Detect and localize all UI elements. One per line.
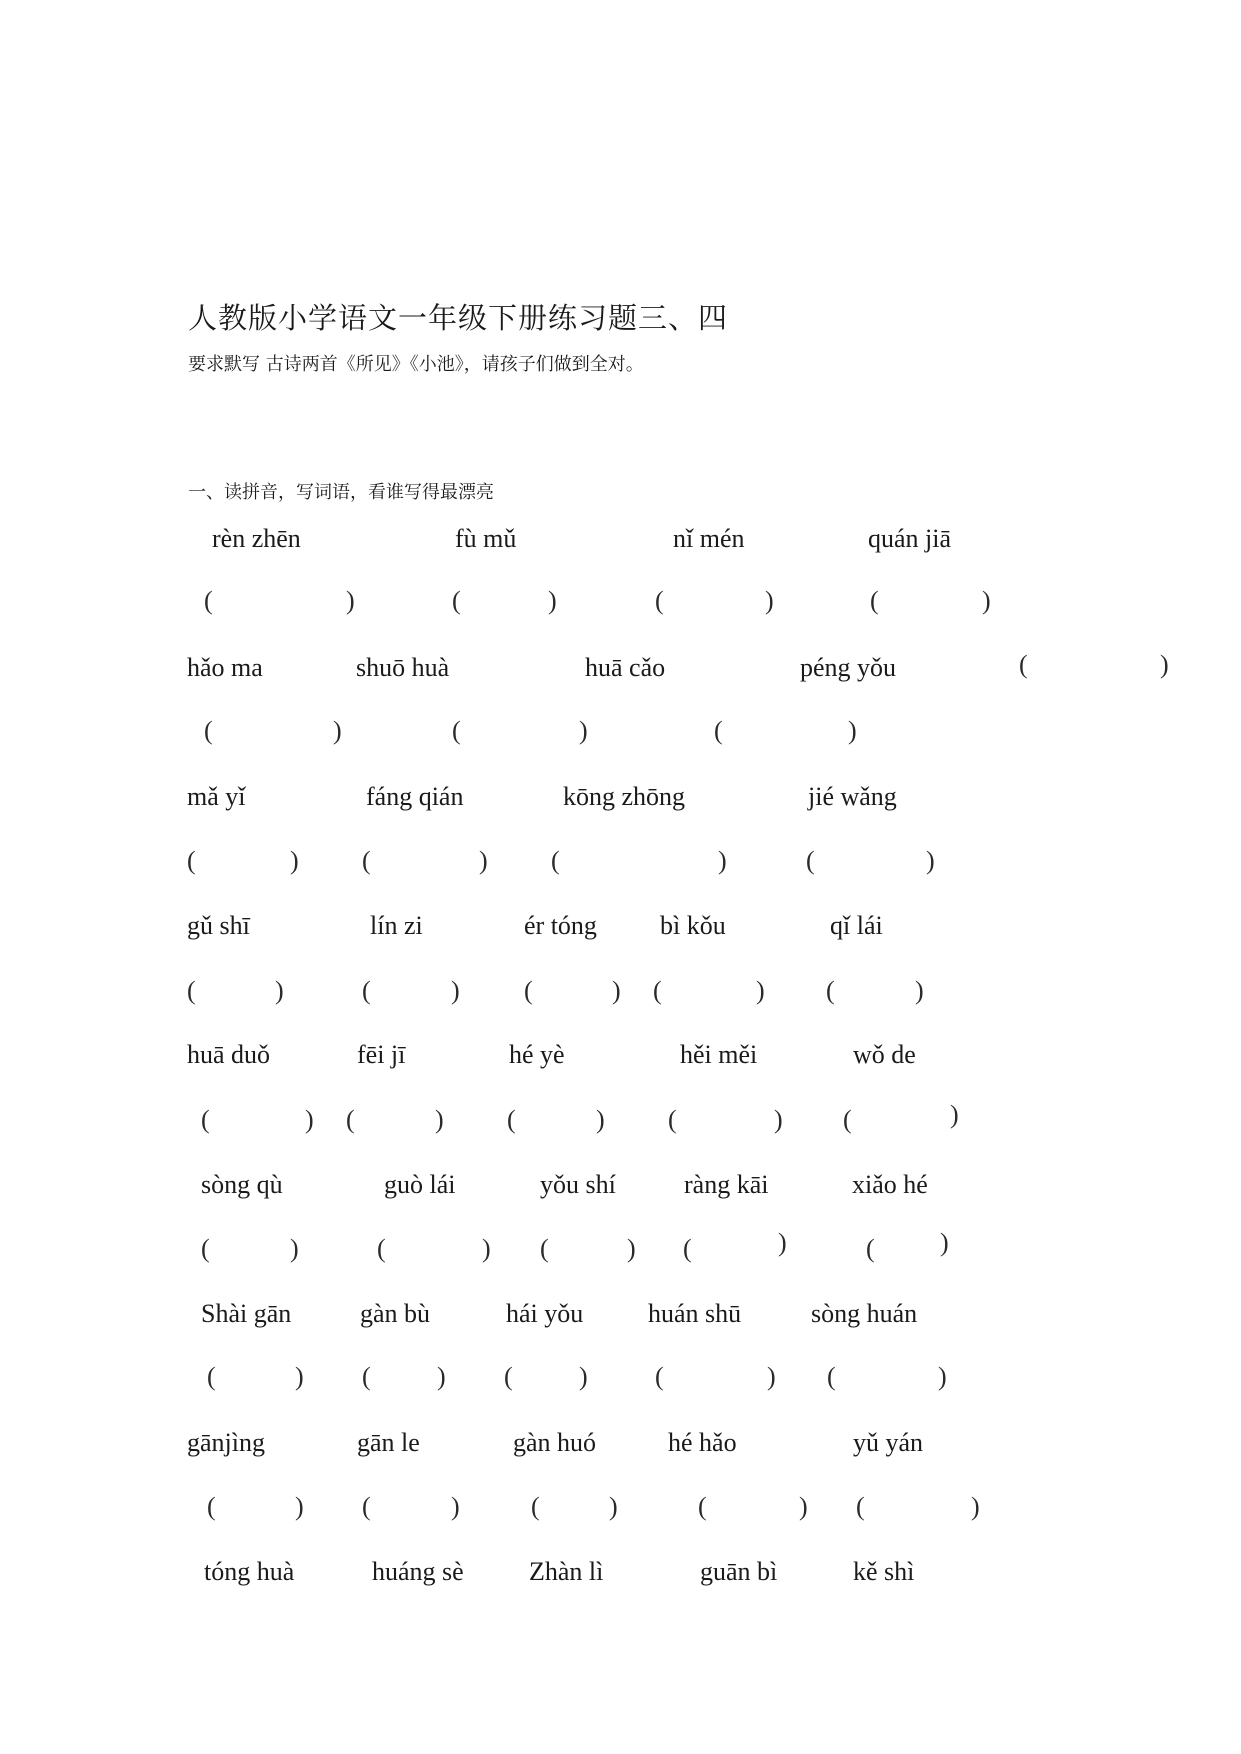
paren-close: ) xyxy=(765,586,774,615)
paren-close: ) xyxy=(290,846,299,875)
paren-close: ) xyxy=(767,1362,776,1391)
pinyin-word: gàn bù xyxy=(360,1299,431,1328)
pinyin-word: gānjìng xyxy=(187,1428,265,1457)
answer-blank[interactable] xyxy=(374,978,448,1008)
paren-open: ( xyxy=(207,1492,216,1521)
paren-close: ) xyxy=(1160,650,1169,679)
answer-blank[interactable] xyxy=(213,1236,285,1266)
paren-close: ) xyxy=(295,1362,304,1391)
paren-close: ) xyxy=(482,1234,491,1263)
paren-close: ) xyxy=(938,1362,947,1391)
answer-blank[interactable] xyxy=(563,848,715,878)
paren-open: ( xyxy=(698,1492,707,1521)
paren-open: ( xyxy=(362,1492,371,1521)
answer-blank[interactable] xyxy=(818,848,922,878)
paren-open: ( xyxy=(843,1105,852,1134)
pinyin-word: quán jiā xyxy=(868,524,952,553)
paren-open: ( xyxy=(653,976,662,1005)
paren-close: ) xyxy=(950,1100,959,1129)
pinyin-word: jié wǎng xyxy=(808,782,897,811)
answer-blank[interactable] xyxy=(374,848,476,878)
paren-close: ) xyxy=(612,976,621,1005)
paren-open: ( xyxy=(187,846,196,875)
answer-blank[interactable] xyxy=(665,978,753,1008)
paren-close: ) xyxy=(333,716,342,745)
pinyin-word: hái yǒu xyxy=(506,1299,584,1328)
answer-blank[interactable] xyxy=(199,848,287,878)
page-subtitle: 要求默写 古诗两首《所见》《小池》，请孩子们做到全对。 xyxy=(188,354,644,375)
paren-close: ) xyxy=(926,846,935,875)
paren-open: ( xyxy=(683,1234,692,1263)
pinyin-word: tóng huà xyxy=(204,1557,295,1586)
answer-blank[interactable] xyxy=(374,1494,448,1524)
paren-open: ( xyxy=(806,846,815,875)
pinyin-word: shuō huà xyxy=(356,653,450,682)
pinyin-word: ér tóng xyxy=(524,911,597,940)
answer-blank[interactable] xyxy=(710,1494,796,1524)
paren-open: ( xyxy=(452,716,461,745)
paren-open: ( xyxy=(504,1362,513,1391)
paren-open: ( xyxy=(204,716,213,745)
answer-blank[interactable] xyxy=(536,978,608,1008)
paren-open: ( xyxy=(655,586,664,615)
pinyin-word: hé hǎo xyxy=(668,1428,737,1457)
paren-close: ) xyxy=(596,1105,605,1134)
paren-close: ) xyxy=(774,1105,783,1134)
answer-blank[interactable] xyxy=(855,1107,957,1137)
pinyin-word: gān le xyxy=(357,1428,420,1457)
paren-close: ) xyxy=(627,1234,636,1263)
answer-blank[interactable] xyxy=(667,588,761,618)
answer-blank[interactable] xyxy=(868,1494,968,1524)
paren-close: ) xyxy=(609,1492,618,1521)
pinyin-word: yǔ yán xyxy=(853,1428,924,1457)
paren-close: ) xyxy=(971,1492,980,1521)
answer-blank[interactable] xyxy=(358,1107,432,1137)
paren-close: ) xyxy=(579,1362,588,1391)
answer-blank[interactable] xyxy=(464,588,544,618)
paren-close: ) xyxy=(305,1105,314,1134)
paren-close: ) xyxy=(295,1492,304,1521)
answer-blank[interactable] xyxy=(838,978,912,1008)
paren-open: ( xyxy=(507,1105,516,1134)
pinyin-word: gàn huó xyxy=(513,1428,597,1457)
paren-open: ( xyxy=(346,1105,355,1134)
paren-open: ( xyxy=(204,586,213,615)
paren-open: ( xyxy=(870,586,879,615)
pinyin-word: Zhàn lì xyxy=(529,1557,604,1586)
pinyin-word: guān bì xyxy=(700,1557,778,1586)
paren-open: ( xyxy=(827,1362,836,1391)
pinyin-word: sòng qù xyxy=(201,1170,283,1199)
answer-blank[interactable] xyxy=(219,1494,291,1524)
paren-close: ) xyxy=(718,846,727,875)
answer-blank[interactable] xyxy=(543,1494,605,1524)
answer-blank[interactable] xyxy=(878,1236,936,1266)
paren-close: ) xyxy=(940,1228,949,1257)
pinyin-word: huáng sè xyxy=(372,1557,464,1586)
pinyin-word: hé yè xyxy=(509,1040,565,1069)
paren-open: ( xyxy=(377,1234,386,1263)
pinyin-word: fēi jī xyxy=(357,1040,406,1069)
pinyin-word: huán shū xyxy=(648,1299,742,1328)
paren-close: ) xyxy=(346,586,355,615)
paren-close: ) xyxy=(290,1234,299,1263)
paren-open: ( xyxy=(201,1234,210,1263)
paren-close: ) xyxy=(799,1492,808,1521)
answer-blank[interactable] xyxy=(726,718,844,748)
paren-close: ) xyxy=(982,586,991,615)
paren-open: ( xyxy=(655,1362,664,1391)
pinyin-word: fáng qián xyxy=(366,782,464,811)
pinyin-word: rèn zhēn xyxy=(212,524,301,553)
pinyin-word: kě shì xyxy=(853,1557,915,1586)
paren-close: ) xyxy=(848,716,857,745)
answer-blank[interactable] xyxy=(667,1364,763,1394)
paren-close: ) xyxy=(479,846,488,875)
pinyin-word: bì kǒu xyxy=(660,911,726,940)
pinyin-word: hǎo ma xyxy=(187,653,263,682)
paren-open: ( xyxy=(714,716,723,745)
answer-blank[interactable] xyxy=(516,1364,576,1394)
paren-close: ) xyxy=(756,976,765,1005)
page-title: 人教版小学语文一年级下册练习题三、四 xyxy=(188,301,729,335)
pinyin-word: wǒ de xyxy=(853,1040,916,1069)
answer-blank[interactable] xyxy=(219,1364,291,1394)
answer-blank[interactable] xyxy=(213,1107,301,1137)
answer-blank[interactable] xyxy=(680,1107,770,1137)
paren-open: ( xyxy=(531,1492,540,1521)
pinyin-word: sòng huán xyxy=(811,1299,918,1328)
paren-open: ( xyxy=(187,976,196,1005)
pinyin-word: fù mǔ xyxy=(455,524,517,553)
paren-open: ( xyxy=(856,1492,865,1521)
pinyin-word: kōng zhōng xyxy=(563,782,686,811)
pinyin-word: xiǎo hé xyxy=(852,1170,928,1199)
pinyin-word: lín zi xyxy=(370,911,423,940)
pinyin-word: péng yǒu xyxy=(800,653,897,682)
pinyin-word: gǔ shī xyxy=(187,911,250,940)
paren-close: ) xyxy=(275,976,284,1005)
paren-close: ) xyxy=(548,586,557,615)
paren-open: ( xyxy=(452,586,461,615)
paren-close: ) xyxy=(915,976,924,1005)
answer-blank[interactable] xyxy=(389,1236,479,1266)
paren-close: ) xyxy=(579,716,588,745)
pinyin-word: huā duǒ xyxy=(187,1040,271,1069)
answer-blank[interactable] xyxy=(519,1107,593,1137)
pinyin-word: nǐ mén xyxy=(673,524,745,553)
paren-open: ( xyxy=(362,1362,371,1391)
paren-open: ( xyxy=(668,1105,677,1134)
answer-blank[interactable] xyxy=(839,1364,935,1394)
pinyin-word: huā cǎo xyxy=(585,653,666,682)
paren-close: ) xyxy=(435,1105,444,1134)
answer-blank[interactable] xyxy=(464,718,576,748)
paren-open: ( xyxy=(524,976,533,1005)
answer-blank[interactable] xyxy=(552,1236,624,1266)
paren-open: ( xyxy=(362,976,371,1005)
paren-close: ) xyxy=(778,1228,787,1257)
pinyin-word: guò lái xyxy=(384,1170,456,1199)
answer-blank[interactable] xyxy=(199,978,271,1008)
paren-open: ( xyxy=(866,1234,875,1263)
answer-blank[interactable] xyxy=(374,1364,434,1394)
answer-blank[interactable] xyxy=(216,588,340,618)
paren-open: ( xyxy=(826,976,835,1005)
paren-open: ( xyxy=(362,846,371,875)
paren-open: ( xyxy=(551,846,560,875)
paren-close: ) xyxy=(451,976,460,1005)
pinyin-word: qǐ lái xyxy=(830,911,883,940)
section-heading: 一、读拼音，写词语，看谁写得最漂亮 xyxy=(188,482,494,503)
paren-open: ( xyxy=(1019,650,1028,679)
paren-close: ) xyxy=(437,1362,446,1391)
pinyin-word: yǒu shí xyxy=(540,1170,616,1199)
pinyin-word: Shài gān xyxy=(201,1299,292,1328)
paren-open: ( xyxy=(540,1234,549,1263)
pinyin-word: hěi měi xyxy=(680,1040,758,1069)
answer-blank[interactable] xyxy=(216,718,330,748)
paren-open: ( xyxy=(201,1105,210,1134)
paren-open: ( xyxy=(207,1362,216,1391)
paren-close: ) xyxy=(451,1492,460,1521)
answer-blank[interactable] xyxy=(695,1236,775,1266)
answer-blank[interactable] xyxy=(882,588,978,618)
pinyin-word: ràng kāi xyxy=(684,1170,769,1199)
pinyin-word: mǎ yǐ xyxy=(187,782,246,811)
answer-blank[interactable] xyxy=(1031,652,1155,682)
